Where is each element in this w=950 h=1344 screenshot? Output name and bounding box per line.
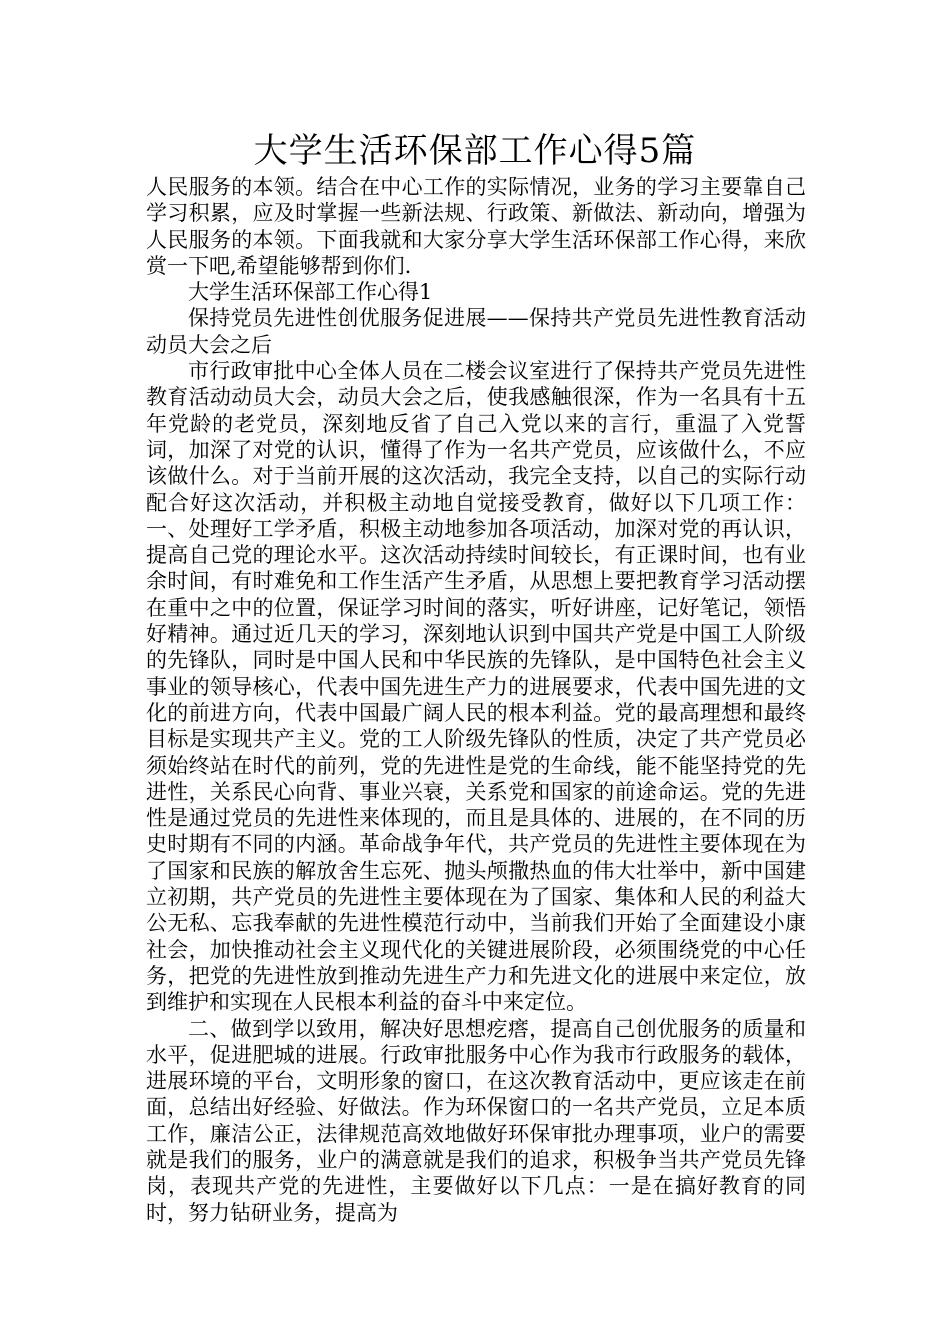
- article-subtitle: 保持党员先进性创优服务促进展——保持共产党员先进性教育活动动员大会之后: [146, 306, 806, 357]
- section-heading: 大学生活环保部工作心得1: [188, 280, 433, 305]
- paragraph-body-1: 市行政审批中心全体人员在二楼会议室进行了保持共产党员先进性教育活动动员大会，动员大会之后，使我感触很深，作为一名具有十五年党龄的老党员，深刻地反省了自己入党以来的言行，重温了入党誓词，加深了对党的认识，懂得了作为一名共产党员，应该做什么，不应该做什么。对于当前开展的这次活动，我完全支持，以自己的实际行动配合好这次活动，并积极主动地自觉接受教育，做好以下几项工作：一、处理好工学矛盾，积极主动地参加各项活动，加深对党的再认识，提高自己党的理论水平。这次活动持续时间较长，有正课时间，也有业余时间，有时难免和工作生活产生矛盾，从思想上要把教育学习活动摆在重中之中的位置，保证学习时间的落实，听好讲座，记好笔记，领悟好精神。通过近几天的学习，深刻地认识到中国共产党是中国工人阶级的先锋队，同时是中国人民和中华民族的先锋队，是中国特色社会主义事业的领导核心，代表中国先进生产力的进展要求，代表中国先进的文化的前进方向，代表中国最广阔人民的根本利益。党的最高理想和最终目标是实现共产主义。党的工人阶级先锋队的性质，决定了共产党员必须始终站在时代的前列，党的先进性是党的生命线，能不能坚持党的先进性，关系民心向背、事业兴衰，关系党和国家的前途命运。党的先进性是通过党员的先进性来体现的，而且是具体的、进展的，在不同的历史时期有不同的内涵。革命战争年代，共产党员的先进性主要体现在为了国家和民族的解放舍生忘死、抛头颅撒热血的伟大壮举中，新中国建立初期，共产党员的先进性主要体现在为了国家、集体和人民的利益大公无私、忘我奉献的先进性模范行动中，当前我们开始了全面建设小康社会，加快推动社会主义现代化的关键进展阶段，必须围绕党的中心任务，把党的先进性放到推动先进生产力和先进文化的进展中来定位，放到维护和实现在人民根本利益的奋斗中来定位。: [146, 359, 806, 1015]
- paragraph-body-2: 二、做到学以致用，解决好思想疙瘩，提高自己创优服务的质量和水平，促进肥城的进展。行政审批服务中心作为我市行政服务的载体，进展环境的平台，文明形象的窗口，在这次教育活动中，更应该走在前面，总结出好经验、好做法。作为环保窗口的一名共产党员，立足本质工作，廉洁公正，法律规范高效地做好环保审批办理事项，业户的需要就是我们的服务，业户的满意就是我们的追求，积极争当共产党员先锋岗，表现共产党的先进性，主要做好以下几点：一是在搞好教育的同时，努力钻研业务，提高为: [146, 1016, 806, 1225]
- document-body: [146, 174, 806, 1226]
- document-title: 大学生活环保部工作心得5篇: [253, 131, 697, 171]
- paragraph-intro: 人民服务的本领。结合在中心工作的实际情况，业务的学习主要靠自己学习积累，应及时掌握一些新法规、行政策、新做法、新动向，增强为人民服务的本领。下面我就和大家分享大学生活环保部工作心得，来欣赏一下吧,希望能够帮到你们.: [146, 175, 806, 278]
